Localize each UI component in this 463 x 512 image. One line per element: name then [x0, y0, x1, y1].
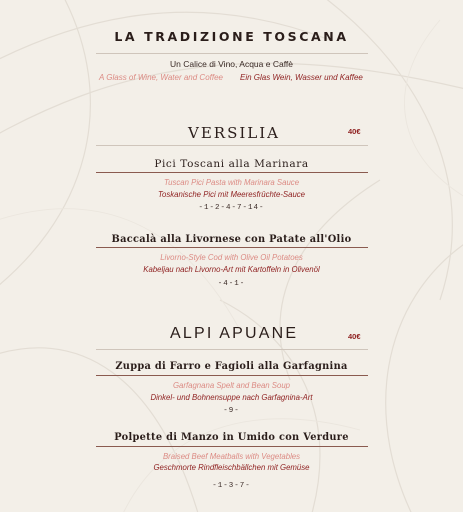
dish-name: Zuppa di Farro e Fagioli alla Garfagnina — [115, 361, 348, 372]
dish-german: Kabeljau nach Livorno-Art mit Kartoffeln in Olivenöl — [143, 265, 320, 274]
subtitle-english: A Glass of Wine, Water and Coffee — [99, 73, 223, 82]
dish-english: Tuscan Pici Pasta with Marinara Sauce — [163, 178, 300, 187]
dish-name: Pici Toscani alla Marinara — [154, 158, 309, 170]
dish-allergens: -1-2-4-7-14- — [198, 204, 265, 212]
dish-allergens: -9- — [223, 407, 240, 415]
section-price: 40€ — [348, 127, 361, 136]
dish-german: Toskanische Pici mit Meeresfrüchte-Sauce — [157, 190, 306, 199]
subtitle-german: Ein Glas Wein, Wasser und Kaffee — [240, 73, 363, 82]
title-divider — [96, 53, 368, 54]
section-title-versilia: VERSILIA — [188, 124, 280, 142]
dish-divider — [96, 172, 368, 173]
subtitle: Un Calice di Vino, Acqua e Caffè — [169, 59, 293, 69]
dish-german: Dinkel- und Bohnensuppe nach Garfagnina-Art — [150, 393, 313, 402]
dish-allergens: -4-1- — [217, 280, 246, 288]
dish-english: Garfagnana Spelt and Bean Soup — [172, 381, 291, 390]
section-divider — [96, 145, 368, 146]
dish-english: Braised Beef Meatballs with Vegetables — [162, 452, 301, 461]
dish-divider — [96, 375, 368, 376]
section-price: 40€ — [348, 332, 361, 341]
dish-name: Polpette di Manzo in Umido con Verdure — [114, 432, 349, 443]
dish-name: Baccalà alla Livornese con Patate all'Olio — [111, 234, 352, 245]
dish-divider — [96, 446, 368, 447]
section-divider — [96, 349, 368, 350]
dish-divider — [96, 247, 368, 248]
dish-german: Geschmorte Rindfleischbällchen mit Gemüse — [153, 463, 310, 472]
dish-english: Livorno-Style Cod with Olive Oil Potatoes — [160, 253, 303, 262]
dish-allergens: -1-3-7- — [212, 482, 251, 490]
section-title-alpi-apuane: ALPI APUANE — [170, 325, 299, 342]
menu-title: LA TRADIZIONE TOSCANA — [114, 29, 349, 44]
